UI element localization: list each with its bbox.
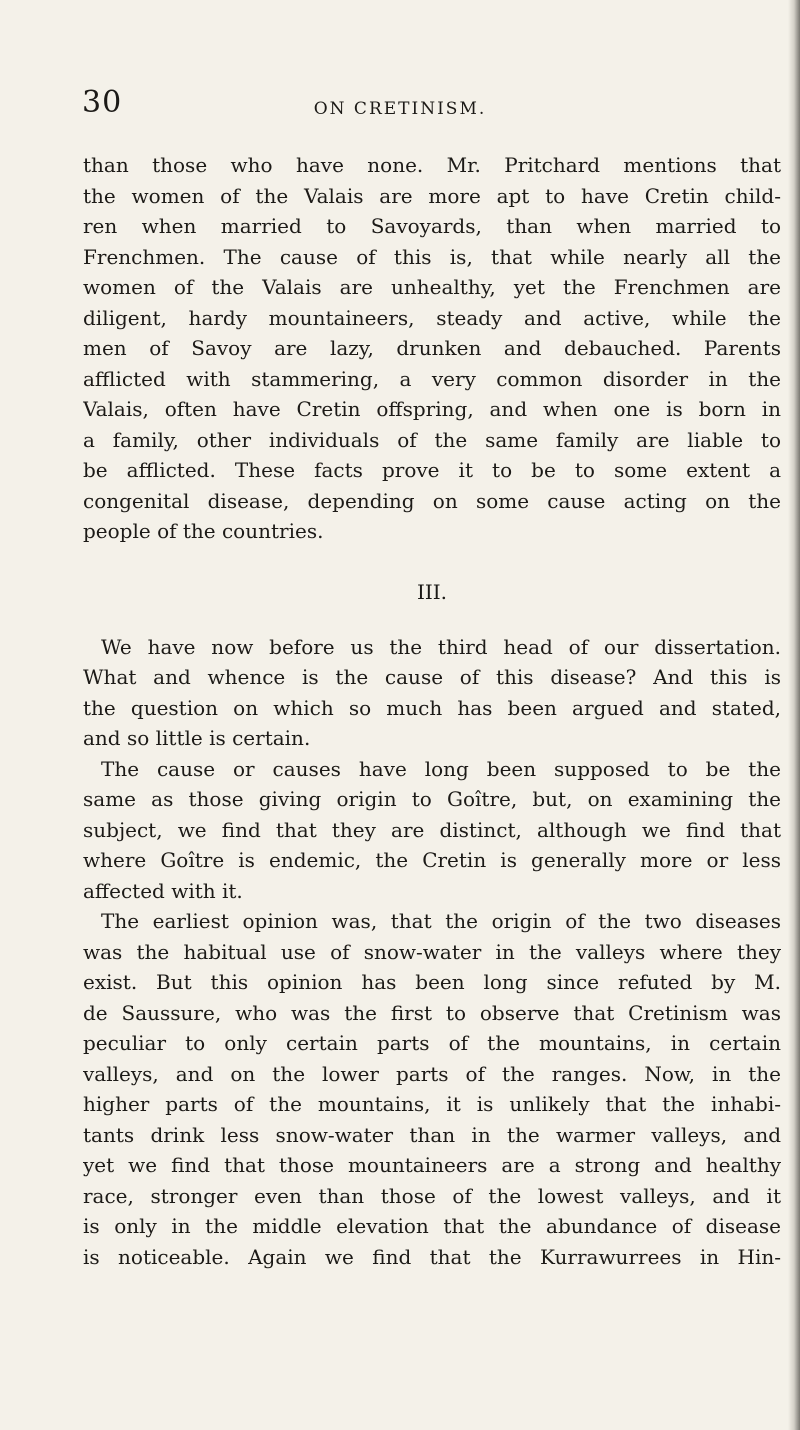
text-line: ren when married to Savoyards, than when married to (83, 214, 781, 238)
body-text (83, 150, 781, 1272)
paragraph (83, 754, 781, 907)
text-line: The cause or causes have long been supposed to be the (101, 756, 781, 781)
paragraph (83, 632, 781, 754)
text-line: than those who have none. Mr. Pritchard mentions that (83, 153, 781, 177)
text-line: diligent, hardy mountaineers, steady and active, while the (83, 305, 781, 330)
paragraph-continued (83, 150, 781, 547)
text-line: higher parts of the mountains, it is unlikely that the inhabi- (83, 1092, 781, 1116)
section-heading: III. (416, 579, 448, 604)
text-line: people of the countries. (83, 519, 324, 543)
text-line: afflicted with stammering, a very common disorder in the (83, 366, 781, 391)
text-line: the women of the Valais are more apt to have Cretin child- (83, 183, 781, 208)
running-title: ON CRETINISM. (313, 99, 487, 119)
text-line: be afflicted. These facts prove it to be to some extent a (83, 458, 781, 482)
text-line: is only in the middle elevation that the abundance of disease (83, 1214, 781, 1238)
text-line: The earliest opinion was, that the origin of the two diseases (101, 909, 781, 933)
text-line: subject, we find that they are distinct, although we find that (83, 817, 781, 842)
text-line: is noticeable. Again we find that the Kurrawurrees in Hin- (83, 1244, 781, 1269)
text-line: What and whence is the cause of this disease? And this is (83, 665, 781, 689)
text-line: women of the Valais are unhealthy, yet the Frenchmen are (83, 275, 781, 299)
text-line: congenital disease, depending on some cause acting on the (83, 488, 781, 513)
text-line: Valais, often have Cretin offspring, and when one is born in (83, 397, 781, 421)
text-line: Frenchmen. The cause of this is, that while nearly all the (83, 244, 781, 269)
text-line: was the habitual use of snow-water in the valleys where they (83, 939, 781, 964)
text-line: the question on which so much has been argued and stated, (83, 695, 781, 720)
text-line: exist. But this opinion has been long since refuted by M. (83, 970, 781, 994)
text-line: peculiar to only certain parts of the mountains, in certain (83, 1031, 781, 1055)
text-line: race, stronger even than those of the lowest valleys, and it (83, 1183, 781, 1208)
text-line: de Saussure, who was the first to observe that Cretinism was (83, 1000, 781, 1025)
section-spacer (83, 547, 781, 577)
text-line: a family, other individuals of the same family are liable to (83, 427, 781, 452)
text-line: same as those giving origin to Goître, but, on examining the (83, 787, 781, 811)
page-number: 30 (82, 85, 123, 120)
text-line: We have now before us the third head of our dissertation. (101, 634, 781, 659)
page-edge-shadow (788, 0, 800, 1430)
text-line: affected with it. (83, 878, 243, 903)
text-line: valleys, and on the lower parts of the ranges. Now, in the (83, 1061, 781, 1086)
text-line: tants drink less snow-water than in the warmer valleys, and (83, 1122, 781, 1147)
text-line: men of Savoy are lazy, drunken and debauched. Parents (83, 336, 781, 360)
text-line: yet we find that those mountaineers are a strong and healthy (83, 1153, 781, 1177)
text-line: where Goître is endemic, the Cretin is generally more or less (83, 848, 781, 872)
paragraph (83, 906, 781, 1272)
text-line: and so little is certain. (83, 726, 311, 750)
